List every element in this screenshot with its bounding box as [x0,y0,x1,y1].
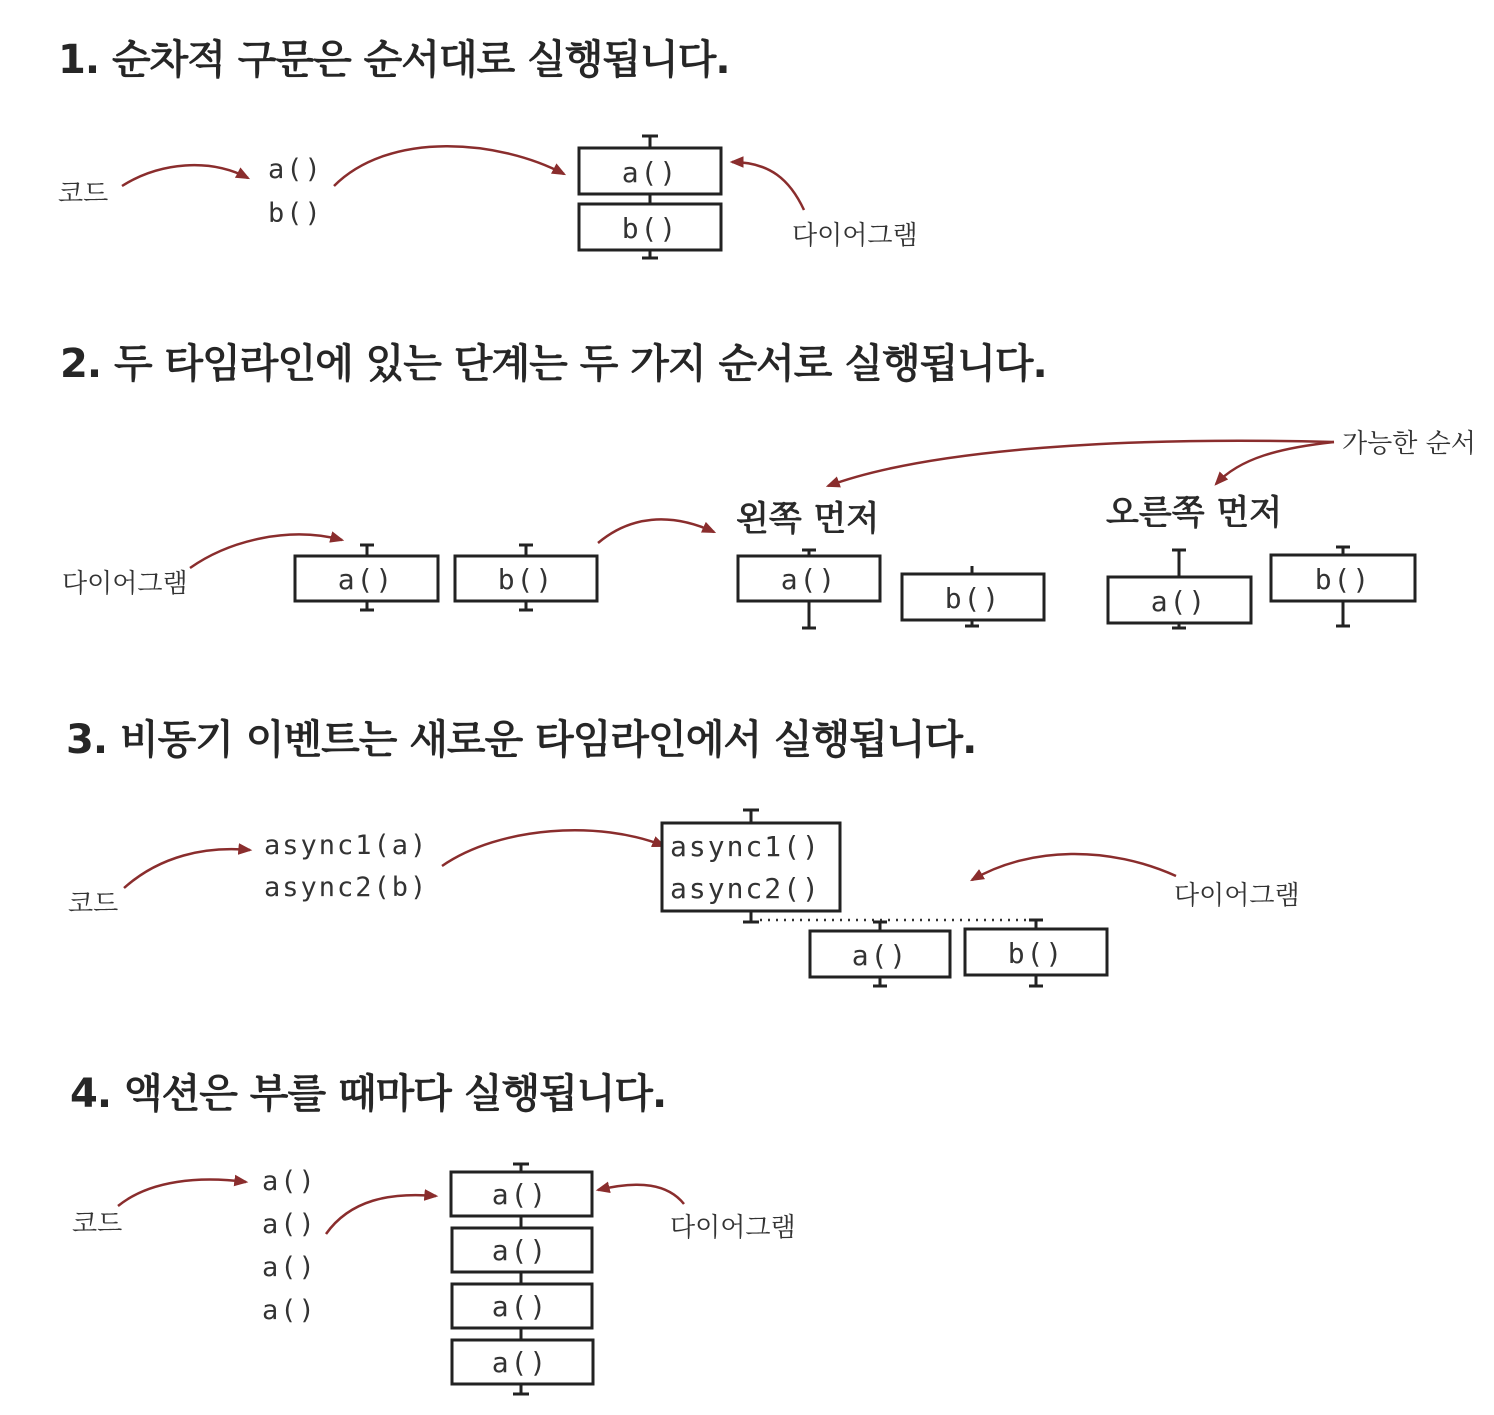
section4-box-4-label: a() [491,1346,549,1379]
section1-box-a-label: a() [621,156,679,189]
section3-new-box-b-label: b() [1007,937,1065,970]
section4-box-3-label: a() [491,1290,549,1323]
section4-code-arrow [118,1180,246,1206]
section4-code-label: 코드 [72,1209,123,1239]
section1-heading: 1. 순차적 구문은 순서대로 실행됩니다. [58,37,730,83]
section3-diagram-label: 다이어그램 [1174,881,1300,911]
section1-diagram [58,136,918,258]
section2-initial-box-a-label: a() [337,563,395,596]
section1-code-arrow [122,165,248,186]
section3-diagram-arrow [972,854,1176,880]
section1-code-line-1: a() [268,154,323,185]
section4-box-2-label: a() [491,1234,549,1267]
section2-right-first-label: 오른쪽 먼저 [1106,493,1283,533]
section1-code-label: 코드 [58,179,109,209]
section3-main-box-line-1: async1() [670,830,821,863]
section2-to-orders-arrow [598,519,714,543]
section4-code-line-2: a() [262,1209,317,1240]
section3-code-line-2: async2(b) [264,872,429,903]
section4-box-1-label: a() [491,1178,549,1211]
section2-right-box-b-label: b() [1314,563,1372,596]
section3-code-line-1: async1(a) [264,830,429,861]
section3-code-to-diagram-arrow [442,830,664,866]
section2-left-box-a-label: a() [780,563,838,596]
section3-heading: 3. 비동기 이벤트는 새로운 타임라인에서 실행됩니다. [66,717,977,763]
section1-diagram-arrow [732,162,804,210]
section1-code-to-diagram-arrow [334,146,564,186]
section1-diagram-label: 다이어그램 [792,221,918,251]
section4-code-line-1: a() [262,1166,317,1197]
section1-box-b-label: b() [621,212,679,245]
section2-possible-right-arrow [1216,442,1334,484]
section4-code-line-4: a() [262,1295,317,1326]
section1-code-line-2: b() [268,198,323,229]
section3-main-box-line-2: async2() [670,872,821,905]
section4-diagram-label: 다이어그램 [670,1213,796,1243]
section3-new-box-a-label: a() [851,939,909,972]
section4-code-line-3: a() [262,1252,317,1283]
section4-heading: 4. 액션은 부를 때마다 실행됩니다. [70,1071,667,1117]
section2-diagram-label: 다이어그램 [62,569,188,599]
section2-heading: 2. 두 타임라인에 있는 단계는 두 가지 순서로 실행됩니다. [60,341,1047,387]
section2-left-box-b-label: b() [944,582,1002,615]
section3-diagram [68,810,1300,986]
section2-possible-left-arrow [828,441,1334,486]
section2-possible-order-label: 가능한 순서 [1342,429,1476,459]
section4-code-to-diagram-arrow [326,1195,436,1234]
section4-diagram-arrow [598,1185,684,1204]
section3-code-arrow [124,849,250,888]
section2-right-box-a-label: a() [1150,585,1208,618]
section4-diagram [72,1164,796,1394]
section3-code-label: 코드 [68,889,119,919]
section2-left-first-label: 왼쪽 먼저 [736,499,880,539]
section2-diagram [62,429,1476,628]
section2-initial-box-b-label: b() [497,563,555,596]
